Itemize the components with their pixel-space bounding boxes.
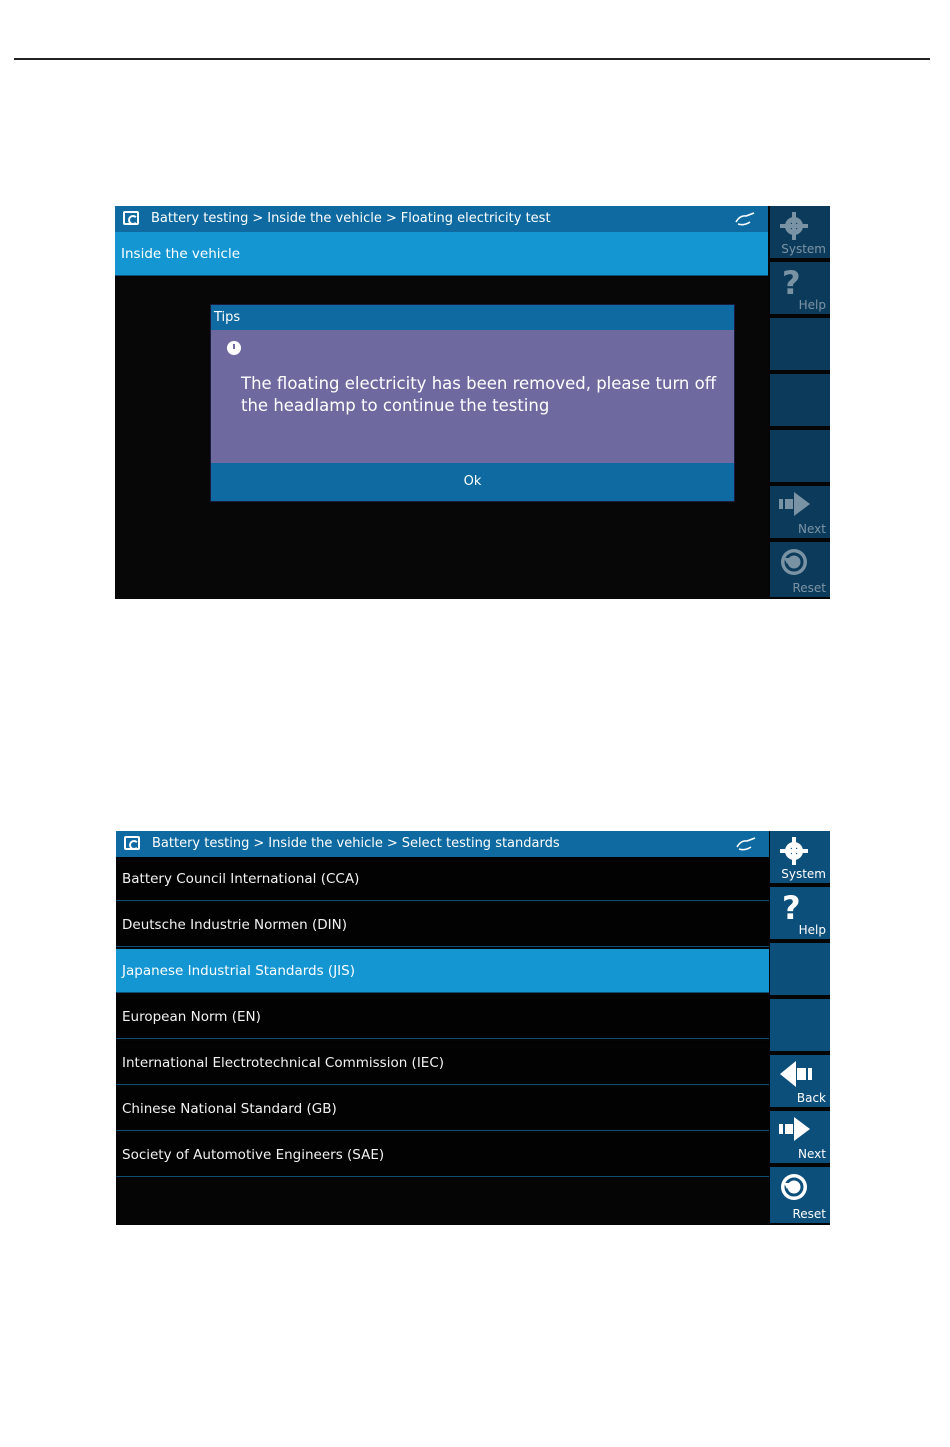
reset-icon xyxy=(778,546,810,578)
arrow-right-icon xyxy=(778,1115,812,1143)
help-button[interactable] xyxy=(770,262,830,316)
arrow-left-icon xyxy=(778,1059,816,1089)
list-item[interactable]: Chinese National Standard (GB) xyxy=(116,1087,769,1131)
empty-slot xyxy=(770,943,830,997)
help-label: Help xyxy=(798,923,826,937)
breadcrumb-item: Inside the vehicle xyxy=(267,211,382,226)
reset-label: Reset xyxy=(792,581,826,595)
gear-icon xyxy=(778,835,810,867)
title-bar xyxy=(115,206,768,232)
list-item[interactable]: Battery Council International (CCA) xyxy=(116,857,769,901)
breadcrumb xyxy=(152,831,560,857)
reset-icon xyxy=(778,1171,810,1203)
breadcrumb-separator: > xyxy=(252,211,264,226)
back-label: Back xyxy=(796,1091,826,1105)
breadcrumb-item: Battery testing xyxy=(151,211,249,226)
breadcrumb xyxy=(151,206,551,232)
empty-slot xyxy=(770,999,830,1053)
breadcrumb-separator: > xyxy=(385,211,397,226)
ok-button[interactable]: Ok xyxy=(211,463,734,501)
hand-pointer-icon xyxy=(735,835,759,853)
help-button[interactable] xyxy=(770,887,830,941)
system-label: System xyxy=(781,867,826,881)
question-icon xyxy=(778,266,810,300)
list-item[interactable]: Inside the vehicle xyxy=(115,232,768,276)
system-button[interactable] xyxy=(770,206,830,260)
empty-slot xyxy=(770,430,830,484)
breadcrumb-item: Battery testing xyxy=(152,836,250,851)
breadcrumb-item: Inside the vehicle xyxy=(268,836,383,851)
reset-button[interactable] xyxy=(770,1167,830,1225)
sidebar xyxy=(770,831,830,1225)
list-item[interactable]: Deutsche Industrie Normen (DIN) xyxy=(116,903,769,947)
breadcrumb-separator: > xyxy=(253,836,265,851)
next-label: Next xyxy=(798,522,826,536)
sidebar xyxy=(770,206,830,599)
dialog-title: Tips xyxy=(211,305,734,330)
reset-button[interactable] xyxy=(770,542,830,599)
empty-slot xyxy=(770,318,830,372)
hand-pointer-icon xyxy=(734,210,758,228)
tips-dialog xyxy=(211,305,734,501)
next-button[interactable] xyxy=(770,1111,830,1165)
dialog-message: The floating electricity has been removed, please turn off the headlamp to continue the testing xyxy=(241,374,717,415)
back-button[interactable] xyxy=(770,1055,830,1109)
battery-app-icon xyxy=(124,836,140,850)
standards-list xyxy=(116,857,769,1179)
battery-app-icon xyxy=(123,211,139,225)
info-icon xyxy=(227,341,241,355)
screenshot-floating-test xyxy=(115,206,830,599)
list-item[interactable]: International Electrotechnical Commission (IEC) xyxy=(116,1041,769,1085)
next-label: Next xyxy=(798,1147,826,1161)
screenshot-select-standards xyxy=(116,831,830,1225)
breadcrumb-item: Floating electricity test xyxy=(400,211,551,226)
svg-text:?: ? xyxy=(782,266,801,300)
svg-text:?: ? xyxy=(782,891,801,925)
list-item[interactable]: Japanese Industrial Standards (JIS) xyxy=(116,949,769,993)
gear-icon xyxy=(778,210,810,242)
breadcrumb-separator: > xyxy=(386,836,398,851)
next-button[interactable] xyxy=(770,486,830,540)
question-icon xyxy=(778,891,810,925)
system-button[interactable] xyxy=(770,831,830,885)
reset-label: Reset xyxy=(792,1207,826,1221)
list-item[interactable]: Society of Automotive Engineers (SAE) xyxy=(116,1133,769,1177)
empty-slot xyxy=(770,374,830,428)
system-label: System xyxy=(781,242,826,256)
breadcrumb-item: Select testing standards xyxy=(401,836,560,851)
list-item[interactable]: European Norm (EN) xyxy=(116,995,769,1039)
help-label: Help xyxy=(798,298,826,312)
title-bar xyxy=(116,831,769,857)
arrow-right-icon xyxy=(778,490,812,518)
page-header-rule xyxy=(14,58,930,60)
